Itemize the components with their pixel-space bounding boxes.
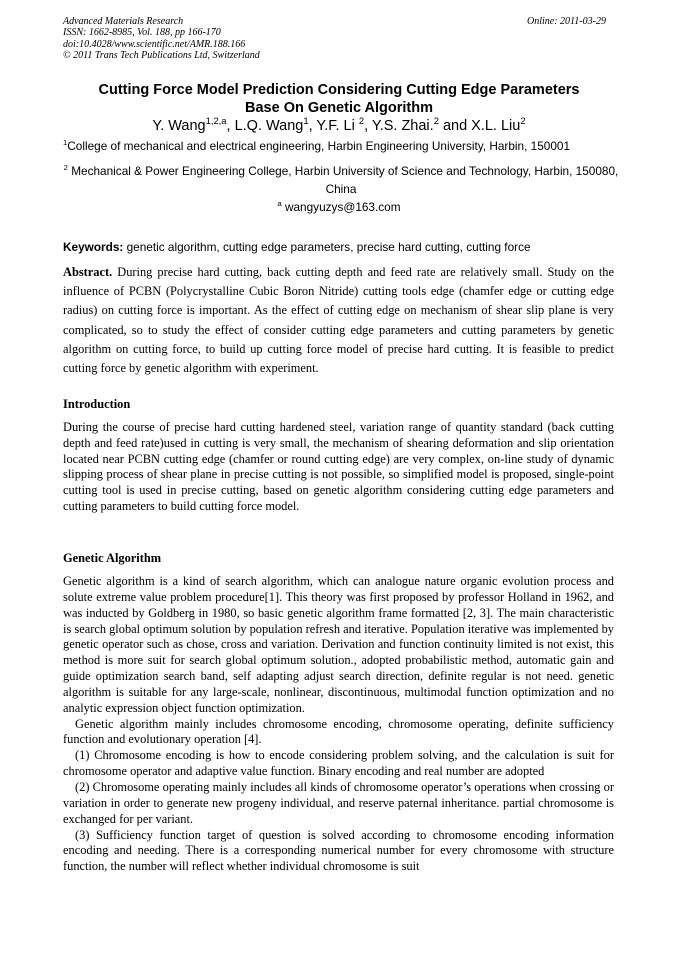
- email-mark: a: [277, 199, 282, 209]
- abstract: [63, 263, 614, 378]
- keywords-label: Keywords:: [63, 240, 124, 254]
- online-date: Online: 2011-03-29: [527, 16, 606, 27]
- title-line-1: Cutting Force Model Prediction Considering Cutting Edge Parameters: [98, 82, 580, 98]
- doi-line: doi:10.4028/www.scientific.net/AMR.188.166: [63, 38, 246, 50]
- affiliation-2-mark: 2: [63, 163, 68, 173]
- abstract-text: During precise hard cutting, back cutting depth and feed rate are relatively small. Study on the influence of PCBN (Polycrystalline Cubic Boron Nitride) cutting tools edge (chamfer edge or cutting edge radius) on cutting force is important. As the effect of cutting edge on mechanism of shear slip plane is very complicated, so to study the effect of consider cutting edge parameters and cutting parameters by genetic algorithm on cutting force, to build up cutting force model of precise hard cutting. It is feasible to predict cutting force by genetic algorithm with experiment.: [63, 265, 614, 376]
- paragraph: (1) Chromosome encoding is how to encode considering problem solving, and the calculation is suit for chromosome operator and adaptive value function. Binary encoding and real number are adopted: [63, 748, 614, 779]
- author-name: Y. Wang: [152, 118, 206, 134]
- issn-line: ISSN: 1662-8985, Vol. 188, pp 166-170: [63, 27, 221, 39]
- affiliation-2-text: Mechanical & Power Engineering College, Harbin University of Science and Technology, Harbin, 150080, China: [67, 164, 619, 196]
- introduction-heading: Introduction: [63, 397, 131, 411]
- affiliation-1: [63, 137, 570, 155]
- author-email: [40, 199, 638, 215]
- paragraph: Genetic algorithm mainly includes chromosome encoding, chromosome operating, definite sufficiency function and evolutionary operation [4].: [63, 716, 614, 747]
- author-list: [40, 117, 638, 135]
- author-separator: ,: [308, 118, 317, 134]
- paragraph: Genetic algorithm is a kind of search algorithm, which can analogue nature organic evolution process and solute extreme value problem procedure[1]. This theory was first proposed by professor Holland in 1962, and was inducted by Goldberg in 1980, so basic genetic algorithm frame formatted [2, 3]. The main characteristic is search global optimum solution by population refresh and iterative. Population iterative was implemented by genetic operator such as chose, cross and variation. Derivation and function continuity limited is not exist, this method is more suit for search global optimum solution., adopted probabilistic method, automatic gain and guide optimization search band, self adapting adjust search direction, definite regular is not need. genetic algorithm is suitable for any large-scale, nonlinear, discontinuous, multimodal function optimization and no analytic expression object function optimization.: [63, 574, 614, 715]
- author-separator: ,: [364, 118, 372, 134]
- journal-header: [63, 16, 260, 62]
- affiliation-1-mark: 1: [63, 138, 68, 148]
- journal-name: Advanced Materials Research: [63, 16, 184, 27]
- paragraph: (3) Sufficiency function target of question is solved according to chromosome encoding information encoding and needing. There is a corresponding numerical number for every chromosome with structure function, the number will reflect whether individual chromosome is suit: [63, 827, 614, 874]
- keywords-text: genetic algorithm, cutting edge parameters, precise hard cutting, cutting force: [123, 240, 531, 254]
- author-name: L.Q. Wang: [234, 118, 304, 134]
- author-separator: and: [438, 118, 472, 134]
- author-name: Y.S. Zhai.: [371, 118, 434, 134]
- author-affiliation-mark: 2: [433, 115, 439, 127]
- title-line-2: Base On Genetic Algorithm: [245, 100, 433, 116]
- author-affiliation-mark: 1: [303, 115, 309, 127]
- author-name: X.L. Liu: [471, 118, 521, 134]
- abstract-label: Abstract.: [63, 265, 113, 279]
- copyright-line: © 2011 Trans Tech Publications Ltd, Switzerland: [63, 50, 260, 62]
- author-separator: ,: [226, 118, 235, 134]
- affiliation-2: [63, 162, 619, 198]
- author-affiliation-mark: 1,2,a: [205, 115, 227, 127]
- genetic-algorithm-section: [63, 574, 614, 875]
- paper-title: [40, 81, 638, 117]
- email-address: wangyuzys@163.com: [281, 200, 401, 214]
- author-affiliation-mark: 2: [520, 115, 526, 127]
- keywords: [63, 239, 531, 255]
- introduction-paragraph: During the course of precise hard cutting hardened steel, variation range of quantity standard (back cutting depth and feed rate)used in cutting is very small, the mechanism of shearing deformation and slip orientation located near PCBN cutting edge (chamfer or round cutting edge) are very complex, on-line study of dynamic slipping process of shear plane in precise cutting is not possible, so simplified model is proposed, single-point cutting tool is used in precise cutting, based on genetic algorithm considering cutting edge parameters and cutting parameters to build cutting force model.: [63, 420, 614, 513]
- paragraph: (2) Chromosome operating mainly includes all kinds of chromosome operator’s operations when crossing or variation in order to generate new progeny individual, and reserve paternal inheritance. partial chromosome is exchanged for per variant.: [63, 779, 614, 826]
- author-name: Y.F. Li: [316, 118, 359, 134]
- affiliation-1-text: College of mechanical and electrical engineering, Harbin Engineering University, Harbin, 150001: [67, 139, 571, 153]
- genetic-algorithm-heading: Genetic Algorithm: [63, 551, 162, 565]
- author-affiliation-mark: 2: [358, 115, 365, 127]
